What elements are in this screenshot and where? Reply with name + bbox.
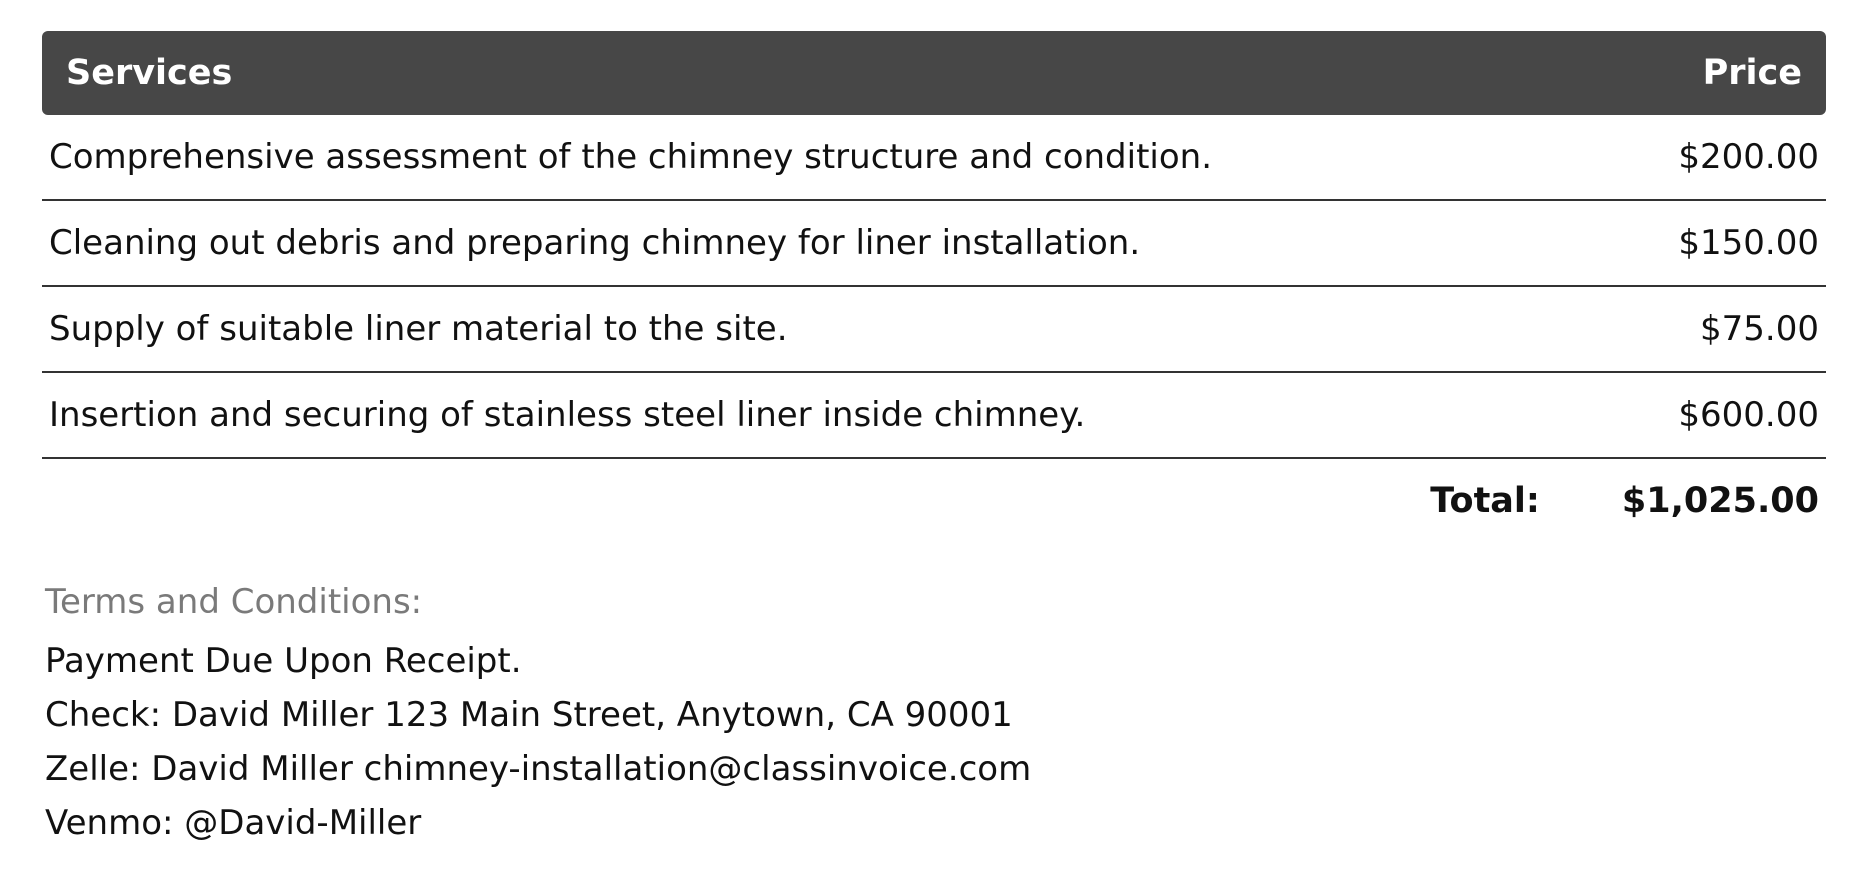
service-description: Insertion and securing of stainless steel liner inside chimney. — [49, 395, 1086, 435]
total-label: Total: — [1430, 481, 1540, 521]
price-column-header: Price — [1702, 53, 1802, 93]
service-price: $75.00 — [1700, 309, 1819, 349]
service-description: Comprehensive assessment of the chimney structure and condition. — [49, 137, 1213, 177]
service-price: $200.00 — [1678, 137, 1819, 177]
service-price: $150.00 — [1678, 223, 1819, 263]
terms-title: Terms and Conditions: — [45, 582, 423, 622]
total-value: $1,025.00 — [1621, 481, 1819, 521]
terms-venmo-info: Venmo: @David-Miller — [45, 803, 422, 843]
terms-check-info: Check: David Miller 123 Main Street, Anytown, CA 90001 — [45, 695, 1013, 735]
service-description: Cleaning out debris and preparing chimney for liner installation. — [49, 223, 1141, 263]
terms-section — [45, 580, 1031, 850]
table-header — [42, 31, 1826, 115]
terms-zelle-info: Zelle: David Miller chimney-installation@classinvoice.com — [45, 749, 1032, 789]
services-table — [42, 31, 1826, 543]
services-column-header: Services — [66, 53, 233, 93]
table-row — [42, 287, 1826, 373]
total-row — [42, 459, 1826, 543]
table-row — [42, 115, 1826, 201]
terms-payment-due: Payment Due Upon Receipt. — [45, 641, 522, 681]
table-row — [42, 373, 1826, 459]
table-row — [42, 201, 1826, 287]
service-description: Supply of suitable liner material to the site. — [49, 309, 788, 349]
service-price: $600.00 — [1678, 395, 1819, 435]
